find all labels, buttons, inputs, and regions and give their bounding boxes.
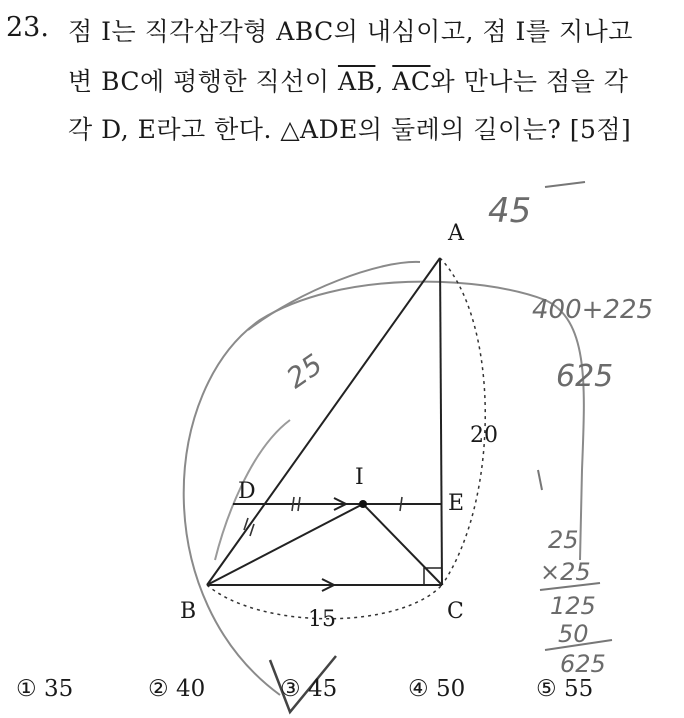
- question-line-2-start: 변 BC에 평행한 직선이: [68, 67, 338, 96]
- segment-ab: $\overline{AB}$: [337, 67, 376, 96]
- dashed-arc-ac: [440, 258, 485, 585]
- side-ac: [440, 258, 442, 585]
- label-e: E: [448, 491, 465, 516]
- choice-1-mark: ①: [16, 676, 37, 702]
- hand-top: 45: [488, 191, 532, 231]
- choice-3-mark: ③: [280, 676, 301, 702]
- choice-1[interactable]: [16, 676, 73, 702]
- tick-bd: [250, 524, 254, 536]
- question-line-3: 각 D, E라고 한다. △ADE의 둘레의 길이는? [5점]: [68, 115, 632, 144]
- hand-result: 625: [556, 359, 614, 394]
- tick-dd2: [298, 497, 300, 511]
- choice-3-value: 45: [307, 676, 338, 702]
- tick-ie: [400, 497, 402, 511]
- choice-5[interactable]: [536, 676, 593, 702]
- measure-bc: 15: [308, 607, 336, 632]
- label-a: A: [448, 221, 464, 246]
- pencil-stroke-ab: [248, 262, 420, 330]
- hand-mul-c: 50: [558, 620, 589, 648]
- tick-dd: [292, 497, 294, 511]
- hand-mul-a: 25: [548, 526, 579, 554]
- question-line-2-sep: ,: [375, 67, 393, 96]
- label-d: D: [238, 479, 256, 504]
- choice-3[interactable]: [280, 676, 337, 702]
- question-number: 23.: [6, 12, 49, 43]
- choice-1-value: 35: [43, 676, 74, 702]
- choice-4[interactable]: [408, 676, 465, 702]
- choice-5-value: 55: [563, 676, 594, 702]
- hand-mul-op: ×25: [540, 558, 591, 586]
- bisector-ci: [363, 504, 442, 585]
- hand-mul-b: 125: [550, 592, 596, 620]
- choice-5-mark: ⑤: [536, 676, 557, 702]
- choice-2[interactable]: [148, 676, 205, 702]
- question-line-1: 점 I는 직각삼각형 ABC의 내심이고, 점 I를 지나고: [68, 17, 633, 46]
- choice-2-mark: ②: [148, 676, 169, 702]
- label-i: I: [355, 465, 364, 490]
- question-line-2-end: 와 만나는 점을 각: [430, 67, 629, 96]
- choice-2-value: 40: [175, 676, 206, 702]
- hand-hyp: 25: [280, 347, 329, 395]
- label-b: B: [180, 599, 197, 624]
- hand-mul-res: 625: [560, 650, 606, 678]
- hand-sum: 400+225: [532, 295, 654, 325]
- label-c: C: [447, 599, 464, 624]
- choice-4-value: 50: [435, 676, 466, 702]
- side-ab: [207, 258, 440, 585]
- incenter-point: [359, 500, 367, 508]
- answer-choices: [10, 676, 670, 710]
- segment-ac: $\overline{AC}$: [392, 67, 431, 96]
- measure-ac: 20: [470, 423, 498, 448]
- hand-top-dash: [545, 182, 585, 187]
- choice-4-mark: ④: [408, 676, 429, 702]
- bisector-bi: [207, 504, 363, 585]
- hand-mark: [538, 470, 542, 490]
